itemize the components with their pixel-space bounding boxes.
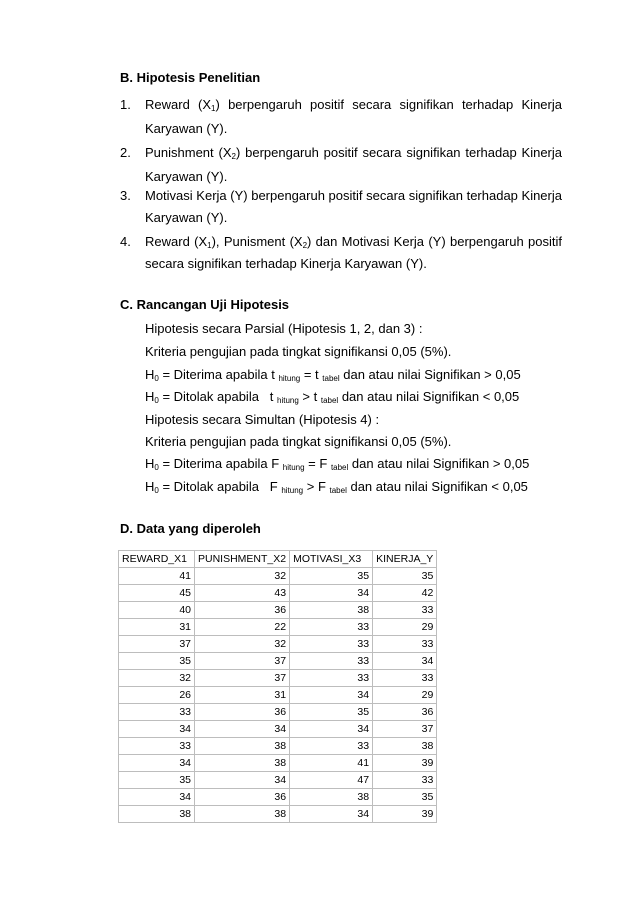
t-reject-rule: $H_0$ = Ditolak apabila t $_{hitung}$ > t $_{tabel}$ dan atau nilai Signifikan < 0,05 xyxy=(145,389,520,405)
table-row xyxy=(119,755,437,772)
header-motivasi: MOTIVASI_X3 xyxy=(290,551,373,568)
item-4-line2: secara signifikan terhadap Kinerja Karyawan (Y). xyxy=(145,256,427,271)
item-3-number: 3. xyxy=(120,188,131,203)
reward-cell: 41 xyxy=(119,568,195,585)
section-d-title: D. Data yang diperoleh xyxy=(120,521,261,536)
reward-cell: 40 xyxy=(119,602,195,619)
punishment-cell: 36 xyxy=(195,704,290,721)
motivasi-cell: 35 xyxy=(290,568,373,585)
section-c-title: C. Rancangan Uji Hipotesis xyxy=(120,297,290,312)
punishment-cell: 34 xyxy=(195,721,290,738)
reward-cell: 26 xyxy=(119,687,195,704)
reward-cell: 31 xyxy=(119,619,195,636)
data-table xyxy=(118,550,437,823)
table-row xyxy=(119,602,437,619)
motivasi-cell: 34 xyxy=(290,687,373,704)
motivasi-cell: 35 xyxy=(290,704,373,721)
reward-cell: 34 xyxy=(119,789,195,806)
table-body xyxy=(119,568,437,823)
table-row xyxy=(119,585,437,602)
table-row xyxy=(119,636,437,653)
table-row xyxy=(119,687,437,704)
item-4-number: 4. xyxy=(120,234,131,249)
f-accept-rule: $H_0$ = Diterima apabila F $_{hitung}$ = F $_{tabel}$ dan atau nilai Signifikan > 0,05 xyxy=(145,456,530,472)
table-row xyxy=(119,619,437,636)
partial-criteria: Kriteria pengujian pada tingkat signifikansi 0,05 (5%). xyxy=(145,344,452,359)
kinerja-cell: 33 xyxy=(373,602,437,619)
punishment-cell: 31 xyxy=(195,687,290,704)
kinerja-cell: 33 xyxy=(373,772,437,789)
motivasi-cell: 47 xyxy=(290,772,373,789)
kinerja-cell: 38 xyxy=(373,738,437,755)
motivasi-cell: 38 xyxy=(290,602,373,619)
kinerja-cell: 42 xyxy=(373,585,437,602)
kinerja-cell: 33 xyxy=(373,636,437,653)
motivasi-cell: 38 xyxy=(290,789,373,806)
punishment-cell: 37 xyxy=(195,653,290,670)
reward-cell: 33 xyxy=(119,704,195,721)
section-b-title: B. Hipotesis Penelitian xyxy=(120,70,261,85)
table-row xyxy=(119,704,437,721)
kinerja-cell: 35 xyxy=(373,568,437,585)
motivasi-cell: 33 xyxy=(290,619,373,636)
punishment-cell: 38 xyxy=(195,738,290,755)
kinerja-cell: 35 xyxy=(373,789,437,806)
punishment-cell: 38 xyxy=(195,755,290,772)
reward-cell: 33 xyxy=(119,738,195,755)
motivasi-cell: 33 xyxy=(290,738,373,755)
punishment-cell: 38 xyxy=(195,806,290,823)
header-reward: REWARD_X1 xyxy=(119,551,195,568)
table-row xyxy=(119,789,437,806)
table-row xyxy=(119,738,437,755)
punishment-cell: 32 xyxy=(195,568,290,585)
header-kinerja: KINERJA_Y xyxy=(373,551,437,568)
punishment-cell: 22 xyxy=(195,619,290,636)
kinerja-cell: 29 xyxy=(373,619,437,636)
table-row xyxy=(119,670,437,687)
motivasi-cell: 34 xyxy=(290,721,373,738)
item-1-line2: Karyawan (Y). xyxy=(145,121,228,136)
kinerja-cell: 29 xyxy=(373,687,437,704)
simultan-criteria: Kriteria pengujian pada tingkat signifikansi 0,05 (5%). xyxy=(145,434,452,449)
item-2-line2: Karyawan (Y). xyxy=(145,169,228,184)
motivasi-cell: 33 xyxy=(290,653,373,670)
header-punishment: PUNISHMENT_X2 xyxy=(195,551,290,568)
kinerja-cell: 33 xyxy=(373,670,437,687)
punishment-cell: 37 xyxy=(195,670,290,687)
reward-cell: 35 xyxy=(119,772,195,789)
kinerja-cell: 37 xyxy=(373,721,437,738)
kinerja-cell: 39 xyxy=(373,806,437,823)
punishment-cell: 34 xyxy=(195,772,290,789)
reward-cell: 34 xyxy=(119,755,195,772)
reward-cell: 38 xyxy=(119,806,195,823)
item-2-line1: Punishment $(X_2)$ berpengaruh positif secara signifikan terhadap Kinerja xyxy=(145,145,562,161)
punishment-cell: 32 xyxy=(195,636,290,653)
punishment-cell: 43 xyxy=(195,585,290,602)
motivasi-cell: 41 xyxy=(290,755,373,772)
motivasi-cell: 34 xyxy=(290,806,373,823)
table-row xyxy=(119,721,437,738)
item-1-number: 1. xyxy=(120,97,131,112)
motivasi-cell: 34 xyxy=(290,585,373,602)
kinerja-cell: 39 xyxy=(373,755,437,772)
reward-cell: 34 xyxy=(119,721,195,738)
item-4-line1: Reward $(X_1)$, Punisment $(X_2)$ dan Motivasi Kerja (Y) berpengaruh positif xyxy=(145,234,562,250)
reward-cell: 32 xyxy=(119,670,195,687)
reward-cell: 37 xyxy=(119,636,195,653)
table-row xyxy=(119,772,437,789)
motivasi-cell: 33 xyxy=(290,670,373,687)
f-reject-rule: $H_0$ = Ditolak apabila F $_{hitung}$ > F $_{tabel}$ dan atau nilai Signifikan < 0,05 xyxy=(145,479,528,495)
punishment-cell: 36 xyxy=(195,789,290,806)
reward-cell: 45 xyxy=(119,585,195,602)
kinerja-cell: 36 xyxy=(373,704,437,721)
item-3-line2: Karyawan (Y). xyxy=(145,210,228,225)
table-row xyxy=(119,653,437,670)
table-header-row xyxy=(119,551,437,568)
table-row xyxy=(119,806,437,823)
partial-hypothesis-title: Hipotesis secara Parsial (Hipotesis 1, 2, dan 3) : xyxy=(145,321,423,336)
kinerja-cell: 34 xyxy=(373,653,437,670)
item-3-line1: Motivasi Kerja (Y) berpengaruh positif secara signifikan terhadap Kinerja xyxy=(145,188,562,203)
item-1-line1: Reward $(X_1)$ berpengaruh positif secara signifikan terhadap Kinerja xyxy=(145,97,562,113)
reward-cell: 35 xyxy=(119,653,195,670)
t-accept-rule: $H_0$ = Diterima apabila t $_{hitung}$ = t $_{tabel}$ dan atau nilai Signifikan > 0,05 xyxy=(145,367,521,383)
simultan-hypothesis-title: Hipotesis secara Simultan (Hipotesis 4) : xyxy=(145,412,380,427)
item-2-number: 2. xyxy=(120,145,131,160)
punishment-cell: 36 xyxy=(195,602,290,619)
motivasi-cell: 33 xyxy=(290,636,373,653)
table-row xyxy=(119,568,437,585)
